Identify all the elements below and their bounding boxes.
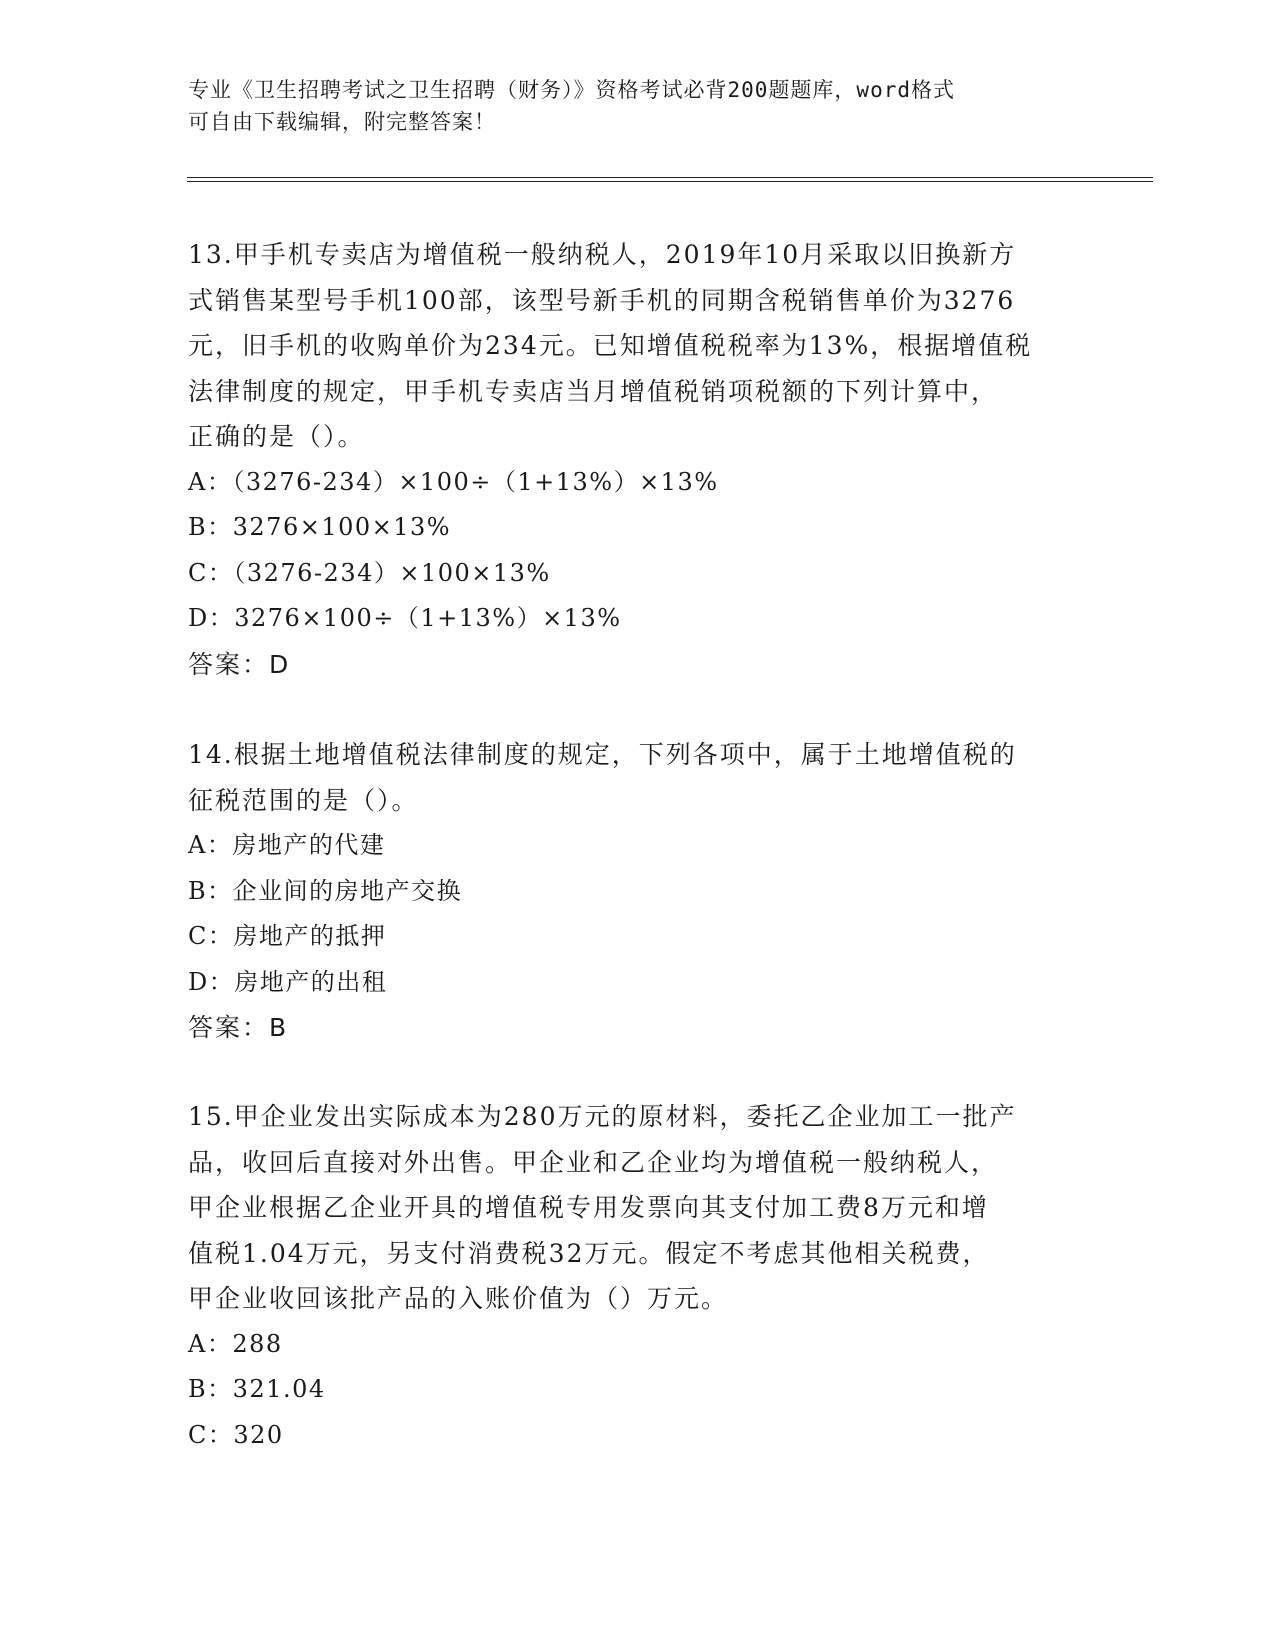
option-d: D：3276×100÷（1+13%）×13% bbox=[188, 604, 622, 632]
option-a: A：288 bbox=[188, 1329, 283, 1358]
option-a: A：房地产的代建 bbox=[188, 831, 386, 859]
option-b: B：321.04 bbox=[188, 1375, 326, 1403]
option-c: C：（3276-234）×100×13% bbox=[188, 558, 551, 587]
question-15 bbox=[188, 1094, 1088, 1458]
question-stem-line: 征税范围的是（）。 bbox=[188, 785, 419, 815]
question-stem-line: 元，旧手机的收购单价为234元。已知增值税税率为13%，根据增值税 bbox=[188, 331, 1033, 360]
question-stem-line: 正确的是（）。 bbox=[188, 422, 365, 451]
option-a: A：（3276-234）×100÷（1+13%）×13% bbox=[188, 467, 719, 496]
answer-label: 答案：B bbox=[188, 1013, 289, 1042]
question-stem-line: 甲企业根据乙企业开具的增值税专用发票向其支付加工费8万元和增 bbox=[188, 1193, 989, 1222]
header-title-line-2: 可自由下载编辑，附完整答案！ bbox=[188, 110, 496, 134]
answer-label: 答案：D bbox=[188, 649, 291, 679]
question-stem-line: 式销售某型号手机100部，该型号新手机的同期含税销售单价为3276 bbox=[188, 285, 1016, 315]
question-14 bbox=[188, 732, 1088, 1051]
option-d: D：房地产的出租 bbox=[188, 967, 388, 996]
question-stem-line: 13.甲手机专卖店为增值税一般纳税人，2019年10月采取以旧换新方 bbox=[188, 240, 1017, 269]
header-divider-top bbox=[187, 177, 1153, 178]
question-stem-line: 14.根据土地增值税法律制度的规定，下列各项中，属于土地增值税的 bbox=[188, 740, 1017, 769]
option-b: B：企业间的房地产交换 bbox=[188, 876, 463, 905]
question-stem-line: 法律制度的规定，甲手机专卖店当月增值税销项税额的下列计算中， bbox=[188, 376, 999, 406]
question-13 bbox=[188, 232, 1088, 687]
header-divider-bottom bbox=[187, 181, 1153, 182]
question-stem-line: 品，收回后直接对外出售。甲企业和乙企业均为增值税一般纳税人， bbox=[188, 1147, 999, 1177]
option-c: C：房地产的抵押 bbox=[188, 922, 387, 950]
option-b: B：3276×100×13% bbox=[188, 513, 452, 541]
question-stem-line: 甲企业收回该批产品的入账价值为（）万元。 bbox=[188, 1284, 729, 1313]
document-header bbox=[188, 74, 1068, 138]
question-stem-line: 15.甲企业发出实际成本为280万元的原材料，委托乙企业加工一批产 bbox=[188, 1102, 1017, 1131]
option-c: C：320 bbox=[188, 1420, 284, 1449]
question-stem-line: 值税1.04万元，另支付消费税32万元。假定不考虑其他相关税费， bbox=[188, 1238, 990, 1268]
header-title-line-1: 专业《卫生招聘考试之卫生招聘（财务）》资格考试必背200题题库，word格式 bbox=[188, 78, 955, 102]
